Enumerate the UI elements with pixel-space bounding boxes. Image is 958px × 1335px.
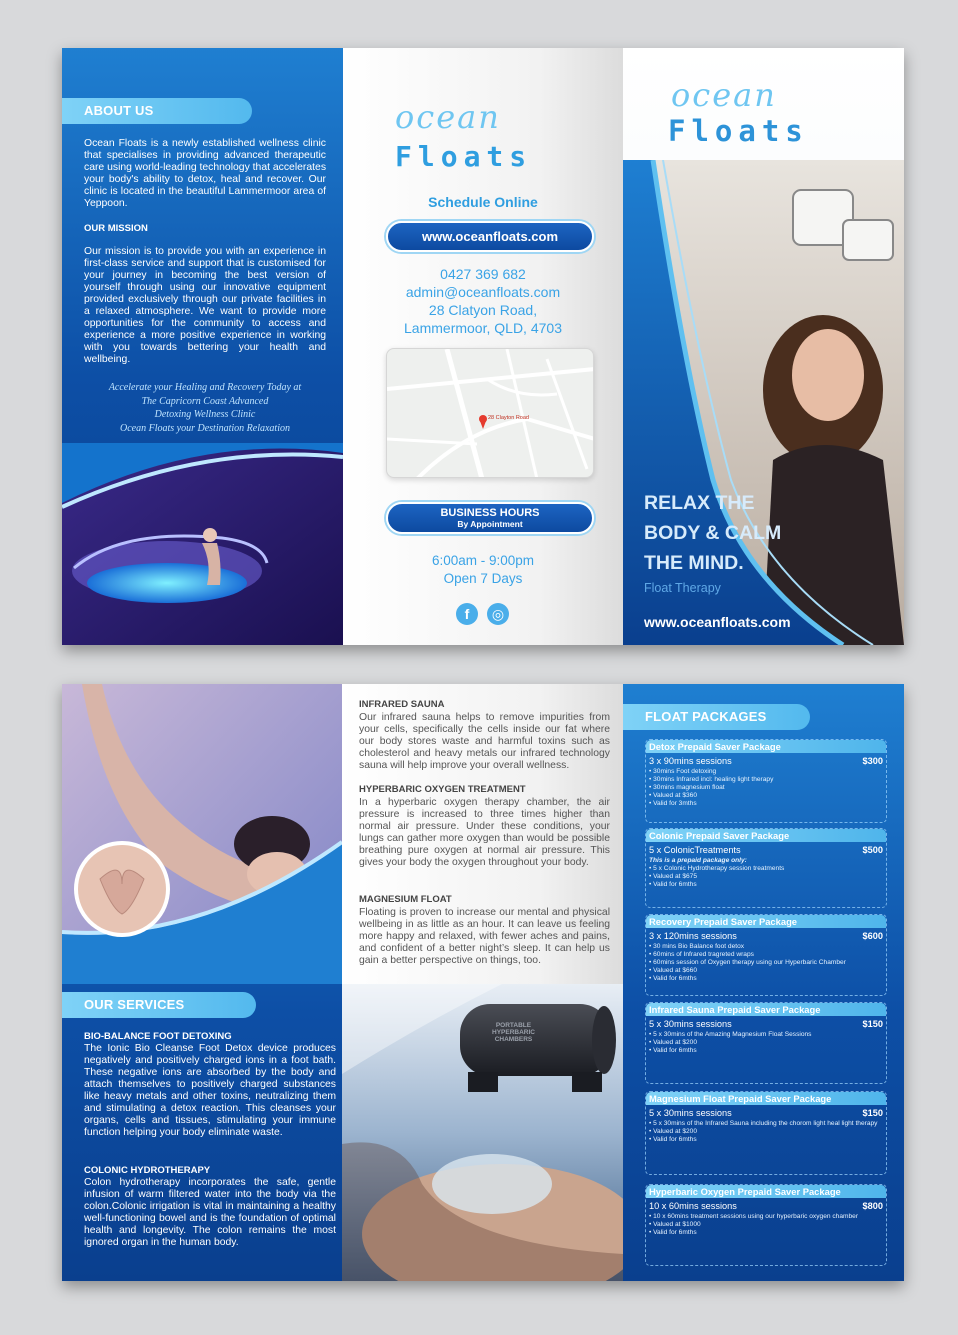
package-item: • 5 x Colonic Hydrotherapy session treatments [649, 865, 883, 873]
contact-panel [343, 48, 623, 645]
package-title: Colonic Prepaid Saver Package [646, 829, 886, 842]
email[interactable]: admin@oceanfloats.com [405, 284, 561, 300]
cover-subline: Float Therapy [644, 581, 721, 595]
treatment-title: INFRARED SAUNA [359, 699, 445, 710]
package-item: • 30mins magnesium float [649, 784, 883, 792]
opening-hours [343, 552, 623, 588]
package-line [646, 753, 886, 766]
package-card [645, 739, 887, 823]
contact-details [343, 265, 623, 337]
package-card [645, 828, 887, 908]
mission-heading: OUR MISSION [84, 223, 148, 234]
about-heading: ABOUT US [62, 98, 252, 124]
packages-heading: FLOAT PACKAGES [623, 704, 810, 730]
location-map[interactable] [386, 348, 594, 478]
headline-line: RELAX THE [644, 492, 755, 514]
service-title: COLONIC HYDROTHERAPY [84, 1165, 211, 1176]
quote-line: Ocean Floats your Destination Relaxation [120, 422, 290, 434]
cover-panel [623, 48, 904, 645]
package-item: • 10 x 60mins treatment sessions using our hyperbaric oxygen chamber [649, 1213, 883, 1221]
package-item: • Valid for 6mths [649, 1136, 883, 1144]
package-item: • 60mins of Infrared tragreted wraps [649, 951, 883, 959]
package-item: • 30 mins Bio Balance foot detox [649, 943, 883, 951]
package-item: • 5 x 30mins of the Amazing Magnesium Float Sessions [649, 1031, 883, 1039]
package-items [646, 855, 886, 889]
cover-website[interactable]: www.oceanfloats.com [644, 614, 791, 630]
package-item: • Valid for 3mths [649, 800, 883, 808]
quote-line: Accelerate your Healing and Recovery Today at [108, 382, 302, 393]
service-title: BIO-BALANCE FOOT DETOXING [84, 1031, 232, 1042]
headline-line: BODY & CALM [644, 522, 782, 544]
phone[interactable]: 0427 369 682 [440, 266, 526, 282]
package-price: $150 [862, 1108, 883, 1118]
package-sessions: 10 x 60mins sessions [649, 1201, 737, 1211]
hours-subtitle: By Appointment [457, 519, 523, 529]
package-line [646, 1016, 886, 1029]
package-title: Infrared Sauna Prepaid Saver Package [646, 1003, 886, 1016]
address-line: Lammermoor, QLD, 4703 [404, 320, 562, 336]
package-sessions: 3 x 90mins sessions [649, 756, 732, 766]
cover-logo-floats: Floats [668, 114, 809, 148]
business-hours-banner [386, 502, 594, 534]
about-panel [62, 48, 343, 645]
service-text: Colon hydrotherapy incorporates the safe, gentle infusion of warm filtered water into the body via the colon.Colonic irrigation is vital in maintaining a healthy well-functioning bowel and is the foundation of optimal health and longevity. The colon remains the most ignored organ in the human body. [84, 1177, 336, 1248]
package-items [646, 1118, 886, 1144]
package-note: This is a prepaid package only: [649, 857, 747, 864]
chamber-label [492, 1022, 535, 1043]
package-sessions: 5 x 30mins sessions [649, 1019, 732, 1029]
package-sessions: 5 x ColonicTreatments [649, 845, 741, 855]
chamber-label-line: PORTABLE [495, 1022, 532, 1029]
about-text: Ocean Floats is a newly established wellness clinic that specialises in providing advanced therapeutic care using world-leading technology that accelerates your body's ability to detox, heal and recover. Our clinic is located in the beautiful Lammermoor area of Yeppoon. [84, 138, 327, 209]
tagline-quote [84, 381, 326, 435]
package-price: $800 [862, 1201, 883, 1211]
package-item: • Valued at $660 [649, 967, 883, 975]
schedule-online: Schedule Online [428, 194, 538, 210]
package-items [646, 766, 886, 808]
package-item: • 60mins session of Oxygen therapy using our Hyperbaric Chamber [649, 959, 883, 967]
package-items [646, 1029, 886, 1055]
package-price: $500 [862, 845, 883, 855]
treatment-title: MAGNESIUM FLOAT [359, 894, 452, 905]
logo-floats-text: Floats [395, 140, 533, 173]
facebook-icon[interactable]: f [456, 603, 478, 625]
hours-time: 6:00am - 9:00pm [431, 553, 535, 568]
package-sessions: 3 x 120mins sessions [649, 931, 737, 941]
treatment-text: Our infrared sauna helps to remove impurities from your cells, specifically the cells inside our fat where our body stores waste and harmful toxins such as cholesterol and heavy metals our infrared technology sauna will help improve your overall wellness. [359, 712, 610, 771]
package-item: • Valued at $200 [649, 1039, 883, 1047]
float-pod-photo [62, 443, 343, 645]
package-item: • 5 x 30mins of the Infrared Sauna including the chorom light heal light therapy [649, 1120, 883, 1128]
hyperbaric-photo [342, 984, 623, 1281]
package-item: • Valid for 6mths [649, 1047, 883, 1055]
address-line: 28 Clatyon Road, [428, 302, 538, 318]
website-button[interactable]: www.oceanfloats.com [386, 221, 594, 252]
logo-ocean-text: ocean [395, 98, 501, 136]
instagram-icon[interactable]: ◎ [487, 603, 509, 625]
package-title: Detox Prepaid Saver Package [646, 740, 886, 753]
package-item: • Valued at $675 [649, 873, 883, 881]
treatment-text: Floating is proven to increase our mental and physical wellbeing in as little as an hour. It can leave us feeling more happy and relaxed, with fewer aches and pains, and confident of a better night’s sleep. It can help us gain a better perspective on things, too. [359, 907, 610, 966]
chamber-label-line: HYPERBARIC [492, 1029, 535, 1036]
treatments-panel [342, 684, 623, 1281]
hours-days: Open 7 Days [443, 571, 523, 586]
package-title: Magnesium Float Prepaid Saver Package [646, 1092, 886, 1105]
package-title: Recovery Prepaid Saver Package [646, 915, 886, 928]
package-card [645, 1002, 887, 1084]
package-item: • Valued at $1000 [649, 1221, 883, 1229]
package-card [645, 914, 887, 996]
package-item: • Valid for 6mths [649, 881, 883, 889]
treatment-title: HYPERBARIC OXYGEN TREATMENT [359, 784, 526, 795]
package-price: $600 [862, 931, 883, 941]
treatment-text: In a hyperbaric oxygen therapy chamber, the air pressure is increased to three times higher than normal air pressure. Under these conditions, your lungs can gather more oxygen than would be possible breathing pure oxygen at normal air pressure. This gives your body the oxygen throughout your body. [359, 797, 610, 868]
chamber-label-line: CHAMBERS [494, 1036, 533, 1043]
package-line [646, 928, 886, 941]
quote-line: Detoxing Wellness Clinic [154, 409, 256, 420]
package-title: Hyperbaric Oxygen Prepaid Saver Package [646, 1185, 886, 1198]
package-line [646, 842, 886, 855]
map-pin-label: 28 Clayton Road [488, 415, 529, 421]
headline-line: THE MIND. [644, 552, 744, 574]
package-item: • Valued at $360 [649, 792, 883, 800]
brochure-inside [62, 684, 904, 1281]
service-text: The Ionic Bio Cleanse Foot Detox device produces negatively and positively charged ions in a foot bath. These negative ions are absorbed by the body and attach themselves to positively charged substances like heavy metals and other toxins, neutralizing them and stimulating a detox reaction. This cleanses your organs, cells and tissues, stimulating your immune function helping your body eliminate waste. [84, 1043, 336, 1138]
relaxing-woman-photo [62, 684, 342, 984]
package-card [645, 1091, 887, 1175]
brochure-outside [62, 48, 904, 645]
package-item: • Valid for 6mths [649, 1229, 883, 1237]
package-item: • Valid for 6mths [649, 975, 883, 983]
package-items [646, 941, 886, 983]
hours-title: BUSINESS HOURS [440, 507, 540, 519]
services-heading: OUR SERVICES [62, 992, 256, 1018]
cover-headline [644, 488, 781, 578]
package-items [646, 1211, 886, 1237]
services-panel [62, 684, 342, 1281]
package-item: • 30mins Infrared incl: healing light therapy [649, 776, 883, 784]
package-line [646, 1105, 886, 1118]
package-line [646, 1198, 886, 1211]
package-price: $150 [862, 1019, 883, 1029]
package-price: $300 [862, 756, 883, 766]
package-sessions: 5 x 30mins sessions [649, 1108, 732, 1118]
mission-text: Our mission is to provide you with an experience in first-class service and support that is customised for your journey in becoming the best version of yourself through using our innovative equipment provided exclusively through our private facilities in a relaxed atmosphere. We want to provide more opportunities for the community to access and experience a more positive experience in working with you towards bettering your health and wellbeing. [84, 246, 326, 365]
package-item: • Valued at $200 [649, 1128, 883, 1136]
cover-logo-ocean: ocean [671, 76, 777, 114]
package-item: • 30mins Foot detoxing [649, 768, 883, 776]
package-card [645, 1184, 887, 1266]
quote-line: The Capricorn Coast Advanced [141, 395, 269, 407]
